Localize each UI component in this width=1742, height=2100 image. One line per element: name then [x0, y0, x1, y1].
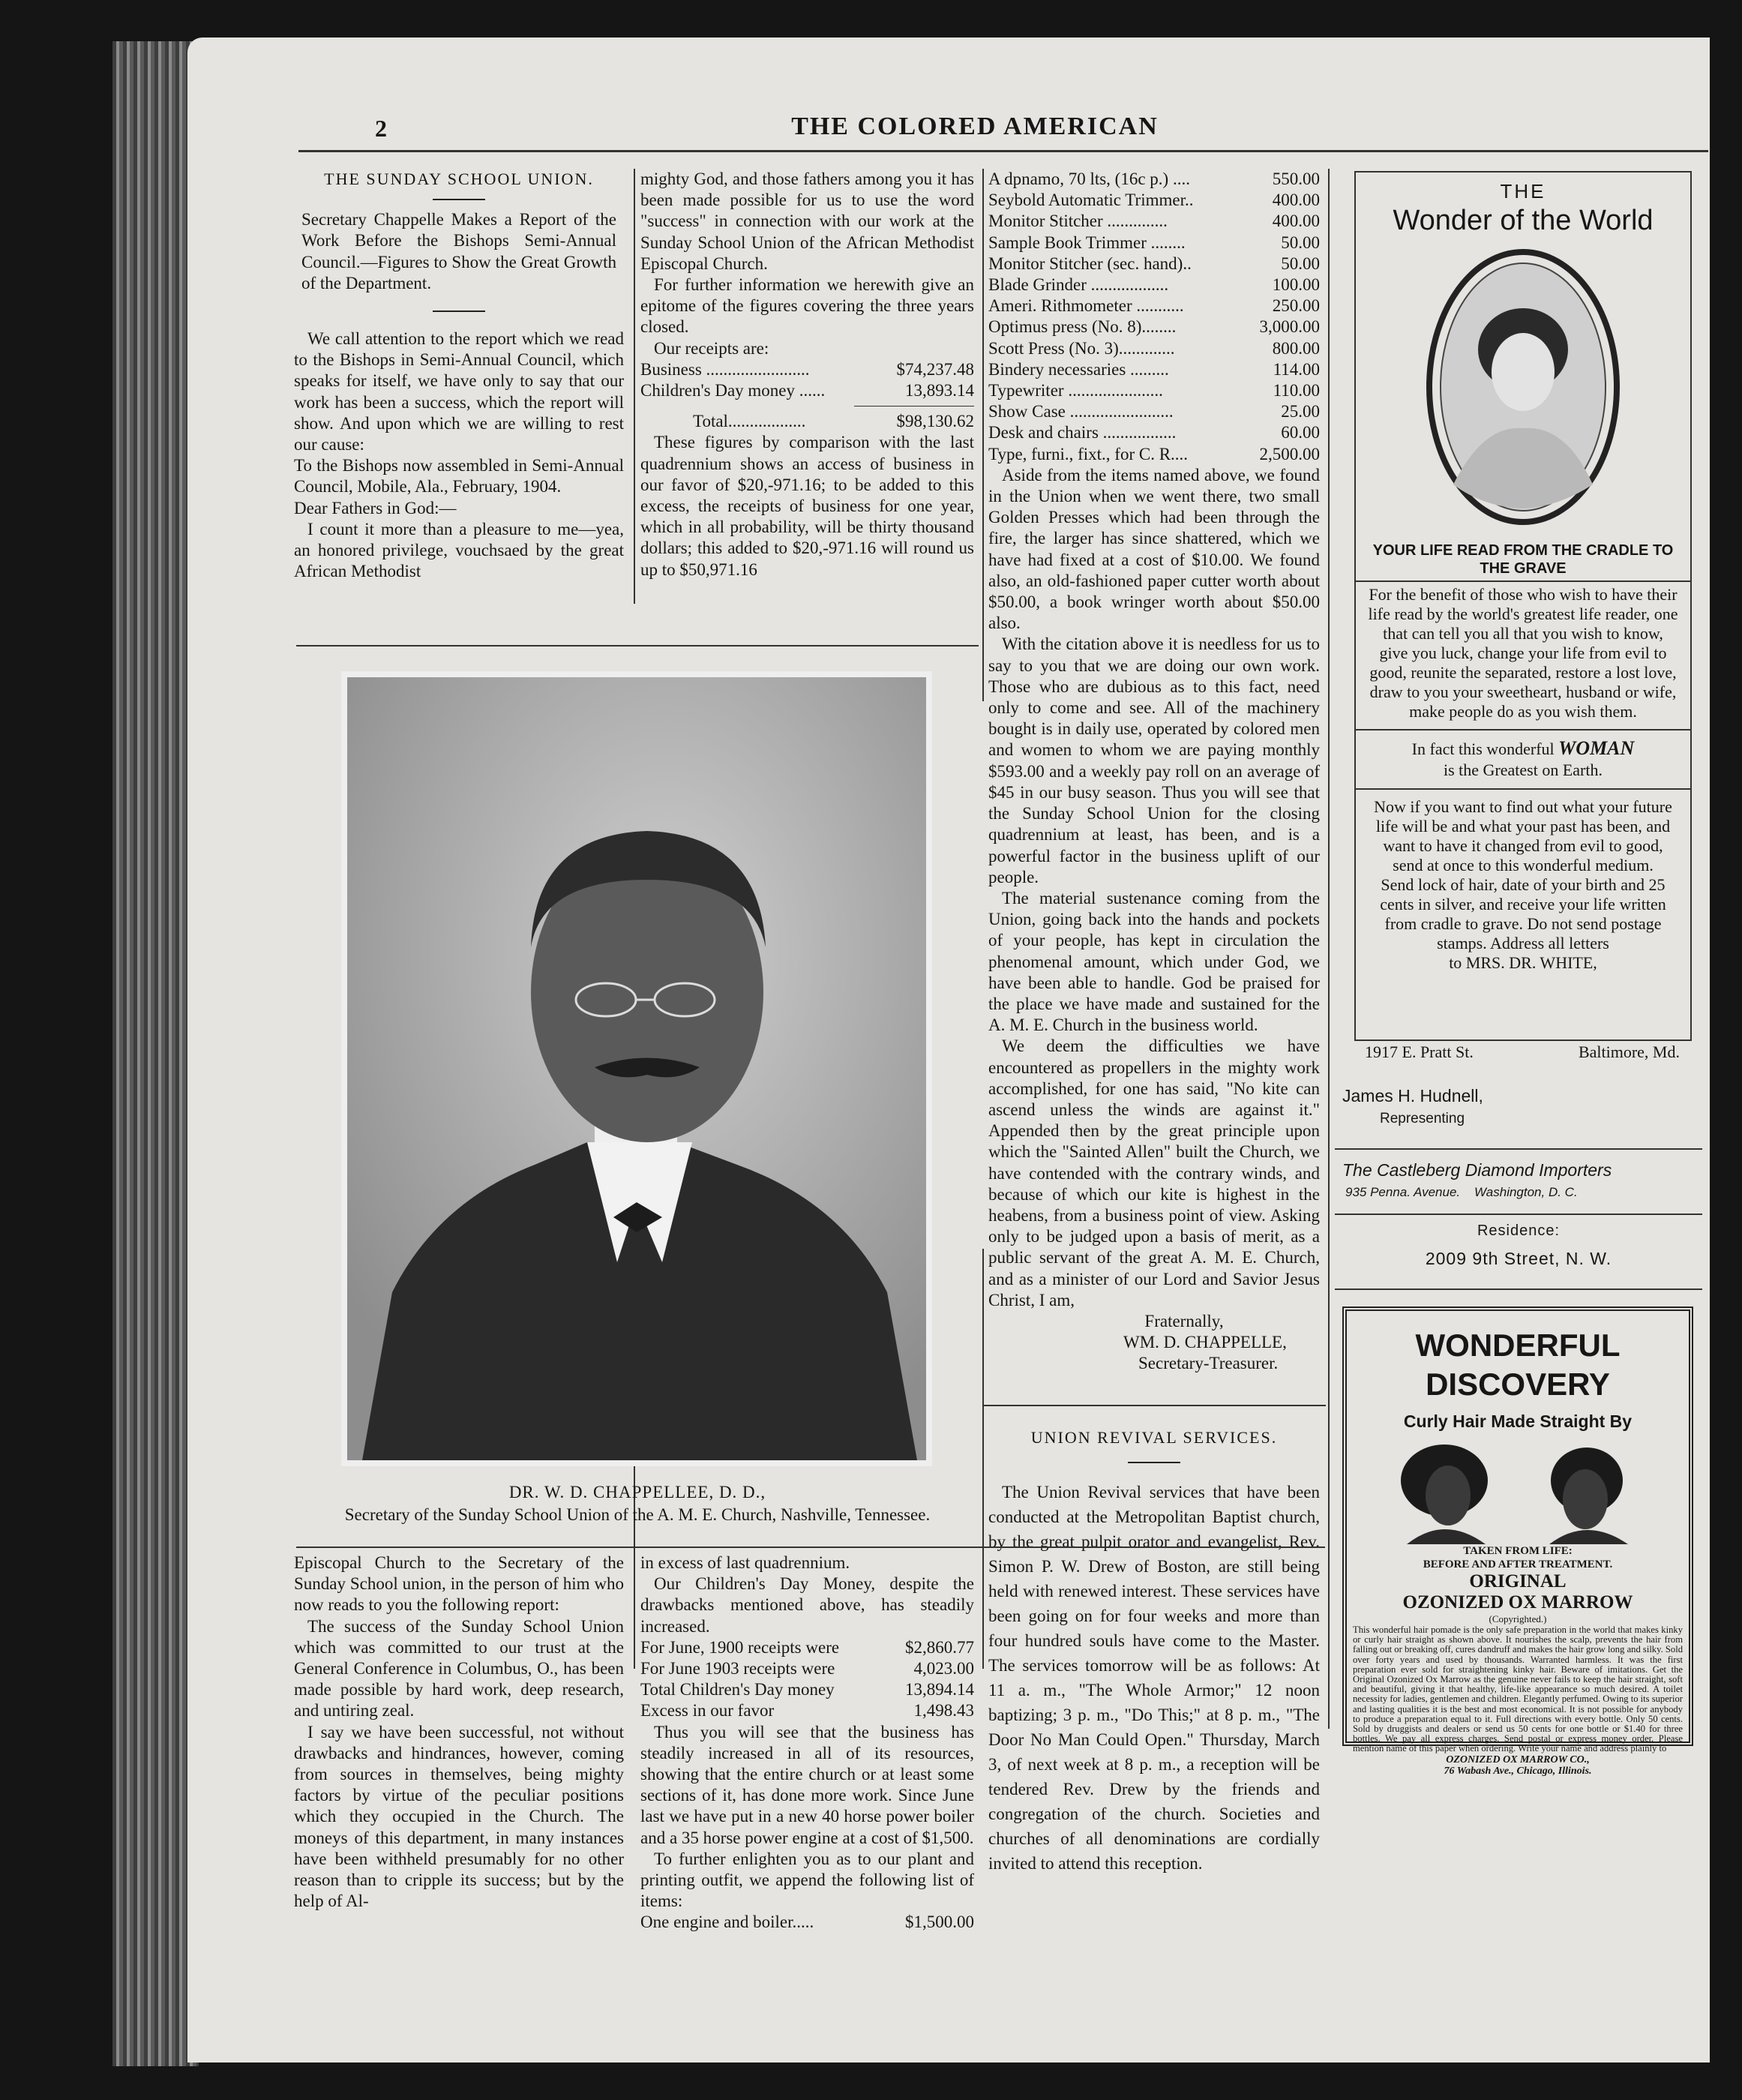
discovery-copyright: (Copyrighted.) — [1489, 1613, 1547, 1624]
article-paragraph: I count it more than a pleasure to me—yea, an honored privilege, vouchsaed by the great African Methodist — [294, 519, 624, 581]
childrens-day-row: Total Children's Day money 13,894.14 — [640, 1680, 974, 1700]
book-spine — [112, 41, 199, 2066]
ad-hudnell — [1335, 1086, 1702, 1269]
ad-wonder-text: Send lock of hair, date of your birth and 25 cents in silver, and receive your life written from cradle to grave. Do not send postage stamps. Address all letters — [1380, 875, 1666, 952]
article-lower-column-2 — [640, 1552, 974, 1934]
discovery-company: OZONIZED OX MARROW CO., 76 Wabash Ave., Chicago, Illinois. — [1444, 1754, 1592, 1777]
discovery-title: WONDERFUL DISCOVERY — [1415, 1328, 1621, 1402]
equipment-row: Optimus press (No. 8)........ 3,000.00 — [988, 317, 1320, 337]
article-paragraph: These figures by comparison with the last quadrennium shows an access of business in our favor of $20,-971.16; to be added to this excess, the receipts of business for one year, which in all probability, will be thirty thousand dollars; this added to $20,-971.16 will round us up to $50,971.16 — [640, 433, 974, 579]
ad-divider — [1335, 1148, 1702, 1150]
ad-wonder-text: For the benefit of those who wish to have their life read by the world's greatest life reader, one that can tell you all that you wish to know, give you luck, change your life from evil to good, reunite the separated, restore a lost love, draw to you your sweetheart, husband or wife, make people do as you wish them. — [1368, 585, 1678, 721]
signature-title: Secretary-Treasurer. — [1138, 1354, 1279, 1373]
receipt-row: Business ........................ $74,237.48 — [640, 359, 974, 379]
section-rule — [982, 1405, 1326, 1406]
ad-wonder-to: to MRS. DR. WHITE, — [1449, 953, 1597, 972]
equipment-row: Blade Grinder .................. 100.00 — [988, 275, 1320, 295]
article-paragraph: Thus you will see that the business has steadily increased in all of its resources, showing that the entire church or at least some sections of it, has done more work. Since June last we have put in a new 40 horse power boiler and a 35 horse power engine at a cost of $1,500. — [640, 1722, 974, 1847]
headline-rule — [433, 199, 485, 200]
column-rule — [634, 169, 635, 604]
article-paragraph: For further information we herewith give an epitome of the figures covering the three years closed. — [640, 275, 974, 337]
ad-divider — [1356, 729, 1690, 730]
article-paragraph: Aside from the items named above, we found in the Union when we went there, two small Golden Presses which had been through the fire, the larger has since shattered, which we have had fixed at a cost of $10.00. We found also, an old-fashioned paper cutter worth about $50.00, a book wringer worth about $50.00 also. — [988, 465, 1320, 633]
article-salutation: Dear Fathers in God:— — [294, 498, 457, 518]
article-column-2 — [640, 169, 974, 580]
headline-rule — [1128, 1462, 1180, 1463]
portrait-caption — [292, 1481, 982, 1526]
article-paragraph: The success of the Sunday School Union which was committed to our trust at the General Conference in Columbus, O., has been made possible by hard work, deep research, and untiring zeal. — [294, 1616, 624, 1720]
signature: WM. D. CHAPPELLE, — [1123, 1333, 1287, 1352]
engine-row: One engine and boiler..... $1,500.00 — [640, 1912, 974, 1932]
article-lower-column-1 — [294, 1552, 624, 1912]
article-paragraph: Our Children's Day Money, despite the drawbacks mentioned above, has steadily increased. — [640, 1574, 974, 1636]
article-deck: Secretary Chappelle Makes a Report of the Work Before the Bishops Semi-Annual Council.—Figures to Show the Great Growth of the Department. — [301, 210, 616, 292]
discovery-product: ORIGINAL OZONIZED OX MARROW — [1402, 1571, 1633, 1612]
ad-wonderful-discovery — [1342, 1306, 1693, 1777]
article-paragraph: Episcopal Church to the Secretary of the Sunday School union, in the person of him who now reads to you the following report: — [294, 1553, 624, 1615]
section-rule — [296, 645, 979, 646]
masthead-title: THE COLORED AMERICAN — [791, 112, 1159, 140]
article-column-1 — [294, 169, 624, 582]
equipment-row: Desk and chairs ................. 60.00 — [988, 423, 1320, 442]
article-paragraph: Our receipts are: — [654, 338, 769, 358]
equipment-row: Sample Book Trimmer ........ 50.00 — [988, 232, 1320, 252]
ad-wonder-text: Now if you want to find out what your future life will be and what your past has been, and want to have it changed from evil to good, send at once to this wonderful medium. — [1374, 797, 1672, 874]
discovery-taken: TAKEN FROM LIFE: BEFORE AND AFTER TREATMENT. — [1423, 1545, 1613, 1570]
revival-headline: UNION REVIVAL SERVICES. — [1030, 1427, 1278, 1447]
equipment-list — [988, 169, 1320, 465]
hudnell-residence: 2009 9th Street, N. W. — [1425, 1249, 1612, 1268]
caption-line: Secretary of the Sunday School Union of the A. M. E. Church, Nashville, Tennessee. — [344, 1505, 931, 1524]
equipment-row: Monitor Stitcher (sec. hand).. 50.00 — [988, 254, 1320, 273]
ad-wonder-of-the-world — [1354, 171, 1692, 1041]
closing: Fraternally, — [1144, 1311, 1224, 1330]
discovery-body: This wonderful hair pomade is the only safe preparation in the world that makes kinky or curly hair straight as shown above. It nourishes the scalp, prevents the hair from falling out or breaking off, cures dandruff and makes the hair grow long and silky. Sold over forty years and used by thousands. Warranted harmless. It was the first preparation ever sold for straightening kinky hair. Beware of imitations. Get the Original Ozonized Ox Marrow as the genuine never fails to keep the hair straight, soft and beautiful, giving it that healthy, life-like appearance so much desired. A toilet necessity for ladies, gentlemen and children. Elegantly perfumed. Owing to its superior and lasting qualities it is the best and most economical. It is not possible for anybody to produce a preparation equal to it. Full directions with every bottle. Only 50 cents. Sold by druggists and dealers or send us 50 cents for one bottle or $1.40 for three bottles. We pay all express charges. Send postal or express money order. Please mention name of this paper when ordering. Write your name and address plainly to — [1353, 1624, 1683, 1754]
hudnell-company: The Castleberg Diamond Importers — [1342, 1160, 1612, 1180]
article-address: To the Bishops now assembled in Semi-Annual Council, Mobile, Ala., February, 1904. — [294, 456, 624, 496]
ad-divider — [1335, 1214, 1702, 1215]
article-paragraph: We deem the difficulties we have encountered as propellers in the mighty work accomplished, for one has said, "No kite can ascend unless the winds are against it." Appended then by the great principle upon which the "Sainted Allen" built the Church, we have contended with the contrary winds, and because of which our kite is highest in the heabens, from a business point of view. Asking only to be judged upon a basis of merit, as a public servant of the great A. M. E. Church, and as a minister of our Lord and Savior Jesus Christ, I am, — [988, 1036, 1320, 1310]
before-after-heads-icon — [1347, 1432, 1689, 1544]
discovery-subtitle: Curly Hair Made Straight By — [1403, 1412, 1633, 1431]
hudnell-address: 935 Penna. Avenue. Washington, D. C. — [1345, 1185, 1578, 1199]
article-column-3 — [988, 169, 1320, 1876]
equipment-row: Typewriter ...................... 110.00 — [988, 381, 1320, 400]
ad-wonder-address: 1917 E. Pratt St. Baltimore, Md. — [1365, 1042, 1680, 1061]
caption-name: DR. W. D. CHAPPELLEE, D. D., — [508, 1483, 766, 1502]
ad-divider — [1356, 788, 1690, 790]
ad-wonder-title: Wonder of the World — [1393, 205, 1654, 236]
receipt-row: Children's Day money ...... 13,893.14 — [640, 381, 974, 400]
article-paragraph: With the citation above it is needless for us to say to you that we are doing our own work. Those who are dubious as to this fact, need only to come and see. All of the machinery bought is in daily use, operated by colored men and women to whom we are paying monthly $593.00 and a weekly pay roll on an average of $45 in our busy season. Thus you will see that the Sunday School Union for the closing quadrennium at least, has been, and is a powerful factor in the business uplift of our people. — [988, 634, 1320, 886]
article-paragraph: I say we have been successful, not without drawbacks and hindrances, however, coming from sources in themselves, being mighty factors by virtue of the peculiar positions which they occupied in the Church. The moneys of this department, in many instances have been withheld presumably for no other reason than to cripple its success; but by the help of Al- — [294, 1722, 624, 1911]
ad-wonder-fact: In fact this wonderful WOMAN is the Greatest on Earth. — [1411, 737, 1635, 779]
column-rule — [1328, 169, 1330, 1729]
equipment-row: Seybold Automatic Trimmer.. 400.00 — [988, 190, 1320, 210]
article-paragraph: To further enlighten you as to our plant and printing outfit, we append the following list of items: — [640, 1849, 974, 1911]
equipment-row: Bindery necessaries ......... 114.00 — [988, 359, 1320, 379]
column-rule — [982, 1249, 984, 1669]
ad-wonder-the: THE — [1500, 180, 1546, 202]
page-number: 2 — [375, 115, 387, 142]
hudnell-representing: Representing — [1380, 1111, 1465, 1126]
article-paragraph: The material sustenance coming from the Union, going back into the hands and pockets of your people, has kept in circulation the phenomenal amount, which under God, we have been able to handle. God be praised for the place we have made and sustained for the A. M. E. Church in the business world. — [988, 888, 1320, 1035]
article-headline: THE SUNDAY SCHOOL UNION. — [324, 170, 594, 188]
newspaper-page — [187, 38, 1710, 2062]
ornate-oval-portrait-icon — [1356, 237, 1690, 537]
portrait-photo — [347, 677, 926, 1460]
revival-body: The Union Revival services that have been conducted at the Metropolitan Baptist church, by the great pulpit orator and evangelist, Rev. Simon P. W. Drew of Boston, are still being held with renewed interest. These services have been going on for four weeks and more than four hundred souls have come to the Master. The services tomorrow will be as follows: At 11 a. m., "The Whole Armor;" 12 noon baptizing; 3 p. m., "Do This;" at 8 p. m., "The Door No Man Could Open." Thursday, March 3, of next week at 8 p. m., a reception will be tendered Rev. Drew by the friends and congregation of the church. Societies and churches of all denominations are cordially invited to attend this reception. — [988, 1482, 1320, 1873]
childrens-day-row: For June, 1900 receipts were $2,860.77 — [640, 1637, 974, 1657]
childrens-day-row: For June 1903 receipts were 4,023.00 — [640, 1659, 974, 1678]
portrait-frame — [341, 671, 932, 1466]
hudnell-residence-label: Residence: — [1477, 1222, 1561, 1239]
equipment-row: Show Case ........................ 25.00 — [988, 402, 1320, 422]
equipment-row: Type, furni., fixt., for C. R.... 2,500.00 — [988, 444, 1320, 464]
section-rule — [1335, 1288, 1702, 1290]
hudnell-name: James H. Hudnell, — [1342, 1086, 1483, 1106]
ad-divider — [1356, 580, 1690, 582]
masthead-rule — [298, 150, 1708, 152]
article-paragraph: in excess of last quadrennium. — [640, 1553, 850, 1572]
equipment-row: A dpnamo, 70 lts, (16c p.) .... 550.00 — [988, 170, 1320, 188]
equipment-row: Ameri. Rithmometer ........... 250.00 — [988, 296, 1320, 316]
section-rule — [296, 1546, 1325, 1548]
ad-wonder-tagline: YOUR LIFE READ FROM THE CRADLE TO THE GRAVE — [1372, 542, 1674, 577]
receipt-total-row: Total.................. $98,130.62 — [693, 412, 974, 431]
column-rule — [982, 169, 984, 701]
childrens-day-row: Excess in our favor 1,498.43 — [640, 1701, 974, 1720]
equipment-row: Scott Press (No. 3)............. 800.00 — [988, 338, 1320, 358]
article-paragraph: mighty God, and those fathers among you it has been made possible for us to use the word "success" in connection with our work at the Sunday School Union of the African Methodist Episcopal Church. — [640, 170, 974, 273]
article-paragraph: We call attention to the report which we read to the Bishops in Semi-Annual Council, which speaks for itself, we have only to say that our work has been a success, which the report will show. And upon which we are willing to rest our cause: — [294, 329, 624, 454]
equipment-row: Monitor Stitcher .............. 400.00 — [988, 212, 1320, 231]
deck-rule — [433, 310, 485, 312]
